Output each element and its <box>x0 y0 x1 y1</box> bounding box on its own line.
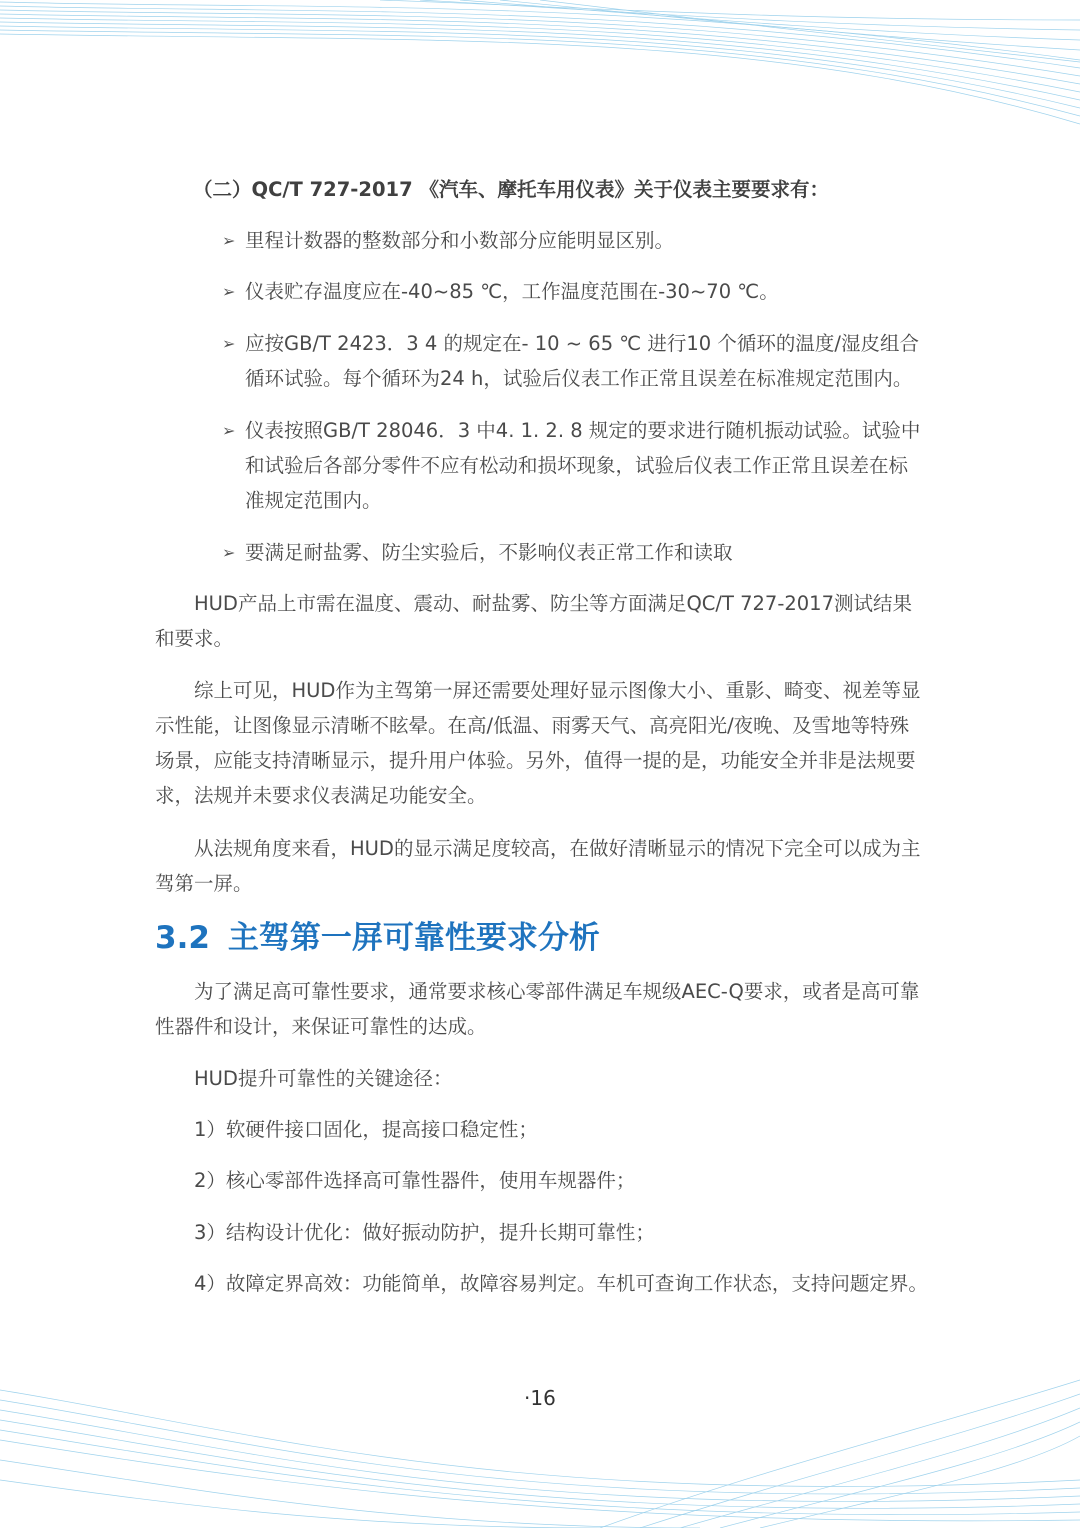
paragraph: 综上可见，HUD作为主驾第一屏还需要处理好显示图像大小、重影、畸变、视差等显示性能，让图像显示清晰不眩晕。在高/低温、雨雾天气、高亮阳光/夜晚、及雪地等特殊场景，应能支持清晰显示，提升用户体验。另外，值得一提的是，功能安全并非是法规要求，法规并未要求仪表满足功能安全。 <box>155 679 921 807</box>
paragraph: 从法规角度来看，HUD的显示满足度较高，在做好清晰显示的情况下完全可以成为主驾第一屏。 <box>155 837 921 895</box>
bullet-item <box>222 326 926 396</box>
list-item: 3）结构设计优化：做好振动防护，提升长期可靠性； <box>194 1221 655 1244</box>
section-heading <box>155 914 600 962</box>
list-item: 4）故障定界高效：功能简单，故障容易判定。车机可查询工作状态，支持问题定界。 <box>194 1272 928 1295</box>
bullet-item <box>222 413 926 518</box>
subheading: （二）QC/T 727-2017 《汽车、摩托车用仪表》关于仪表主要要求有： <box>193 178 829 201</box>
list-item: 1）软硬件接口固化，提高接口稳定性； <box>194 1118 538 1141</box>
bullet-text: 仪表贮存温度应在-40~85 ℃，工作温度范围在-30~70 ℃。 <box>245 280 779 303</box>
section-intro: 为了满足高可靠性要求，通常要求核心零部件满足车规级AEC-Q要求，或者是高可靠性器件和设计，来保证可靠性的达成。 <box>155 980 920 1038</box>
section-number: 3.2 <box>155 920 210 956</box>
bullet-text: 应按GB/T 2423．3 4 的规定在- 10 ~ 65 ℃ 进行10 个循环的温度/湿皮组合循环试验。每个循环为24 h，试验后仪表工作正常且误差在标准规定范围内。 <box>245 332 919 390</box>
bullet-text: 仪表按照GB/T 28046．3 中4. 1. 2. 8 规定的要求进行随机振动试验。试验中和试验后各部分零件不应有松动和损坏现象，试验后仪表工作正常且误差在标准规定范围内。 <box>245 419 921 512</box>
arrow-bullet-icon: ➢ <box>222 334 236 353</box>
arrow-bullet-icon: ➢ <box>222 421 236 440</box>
arrow-bullet-icon: ➢ <box>222 282 236 301</box>
bullet-item <box>222 223 926 258</box>
key-paths-label: HUD提升可靠性的关键途径： <box>194 1067 453 1090</box>
top-wave-decoration <box>0 0 1080 140</box>
paragraph: HUD产品上市需在温度、震动、耐盐雾、防尘等方面满足QC/T 727-2017测试结果和要求。 <box>155 592 912 650</box>
page-number: ·16 <box>524 1386 556 1410</box>
bullet-item <box>222 274 926 309</box>
bullet-text: 里程计数器的整数部分和小数部分应能明显区别。 <box>245 229 675 252</box>
section-title: 主驾第一屏可靠性要求分析 <box>227 920 600 956</box>
bullet-item <box>222 535 926 570</box>
arrow-bullet-icon: ➢ <box>222 231 236 250</box>
bullet-text: 要满足耐盐雾、防尘实验后，不影响仪表正常工作和读取 <box>245 541 733 564</box>
list-item: 2）核心零部件选择高可靠性器件，使用车规器件； <box>194 1169 636 1192</box>
arrow-bullet-icon: ➢ <box>222 543 236 562</box>
